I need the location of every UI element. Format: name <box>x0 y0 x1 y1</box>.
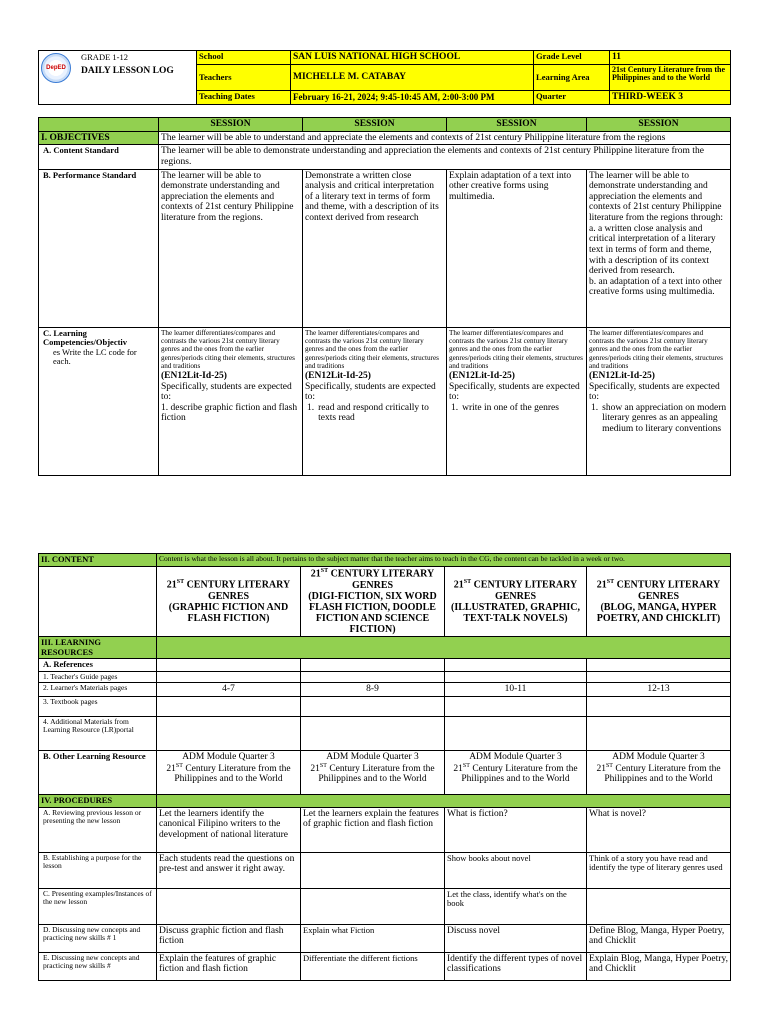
lm-pages-3: 10-11 <box>445 683 587 697</box>
session-blank <box>39 118 159 132</box>
performance-session-1: The learner will be able to demonstrate understanding and appreciation the elements and contexts of 21st century Philippine literature from the regions. <box>159 169 303 327</box>
lm-pages-2: 8-9 <box>301 683 445 697</box>
lc-item-number: 1. <box>451 402 459 413</box>
content-heading: II. CONTENT <box>39 554 157 567</box>
adm-module: ADM Module Quarter 3 <box>326 752 419 763</box>
other-resource-label: B. Other Learning Resource <box>39 751 157 795</box>
proc-c-session-2 <box>301 888 445 924</box>
genres-word: CENTURY LITERARY GENRES <box>184 579 291 602</box>
genres-prefix: 21 <box>166 579 177 591</box>
lc-specific: Specifically, students are expected to: <box>161 381 292 403</box>
proc-d-session-2: Explain what Fiction <box>301 924 445 952</box>
objectives-table <box>38 117 731 476</box>
proc-e-session-3: Identify the different types of novel classifications <box>445 952 587 980</box>
lc-common-text: The learner differentiates/compares and contrasts the various 21st century literary genres and the ones from the earlier genres/periods citing their elements, structures and traditions <box>589 328 723 371</box>
proc-a-session-2: Let the learners explain the features of graphic fiction and flash fiction <box>301 807 445 852</box>
textbook-label: 3. Textbook pages <box>39 697 157 717</box>
grade-line: GRADE 1-12 <box>81 52 128 62</box>
proc-a-session-1: Let the learners identify the canonical Filipino writers to the development of national literature <box>157 807 301 852</box>
proc-a-session-3: What is fiction? <box>445 807 587 852</box>
objectives-heading-text: The learner will be able to understand and appreciate the elements and contexts of 21st century Philippine literature from the regions <box>159 131 731 145</box>
proc-c-session-4 <box>587 888 731 924</box>
proc-e-session-1: Explain the features of graphic fiction and flash fiction <box>157 952 301 980</box>
proc-b-session-4: Think of a story you have read and identify the type of literary genres used <box>587 852 731 888</box>
topic-text: (ILLUSTRATED, GRAPHIC, TEXT-TALK NOVELS) <box>451 601 580 625</box>
proc-b-session-2 <box>301 852 445 888</box>
seal-text: DepED <box>46 64 66 71</box>
procedures-heading-fill <box>157 795 731 808</box>
lc-item-number: 1. <box>591 402 599 413</box>
adm-st: ST <box>605 762 613 769</box>
teachers-guide-label: 1. Teacher's Guide pages <box>39 672 157 683</box>
lc-code: (EN12Lit-Id-25) <box>305 370 371 381</box>
proc-d-session-1: Discuss graphic fiction and flash fiction <box>157 924 301 952</box>
adm-st: ST <box>175 762 183 769</box>
proc-b-label: B. Establishing a purpose for the lesson <box>39 852 157 888</box>
topic-session-2 <box>301 567 445 637</box>
session-header-2: SESSION <box>303 118 447 132</box>
lm-pages-1: 4-7 <box>157 683 301 697</box>
lc-item: read and respond critically to texts read <box>318 402 429 424</box>
lc-label-line1: C. Learning Competencies/Objectiv <box>43 327 128 348</box>
references-label: A. References <box>39 659 157 672</box>
performance-4-b: b. an adaptation of a text into other creative forms using multimedia. <box>589 276 722 298</box>
performance-standard-label: B. Performance Standard <box>39 169 159 327</box>
performance-4-a: a. a written close analysis and critical interpretation of a literary text in terms of form and theme, with a description of its context derived from research. <box>589 223 716 277</box>
proc-d-session-3: Discuss novel <box>445 924 587 952</box>
grade-level-label: Grade Level <box>534 51 610 65</box>
genres-prefix: 21 <box>596 579 607 591</box>
lc-item: 1. describe graphic fiction and flash fiction <box>161 402 298 424</box>
adm-prefix: 21 <box>596 763 606 774</box>
proc-d-session-4: Define Blog, Manga, Hyper Poetry, and Chicklit <box>587 924 731 952</box>
learning-area-value: 21st Century Literature from the Philippines and to the World <box>610 65 731 91</box>
procedures-heading: IV. PROCEDURES <box>39 795 157 808</box>
additional-materials-label: 4. Additional Materials from Learning Resource (LR)portal <box>39 717 157 751</box>
session-header-3: SESSION <box>447 118 587 132</box>
content-table <box>38 553 731 981</box>
lc-specific: Specifically, students are expected to: <box>589 381 720 403</box>
performance-session-3: Explain adaptation of a text into other creative forms using multimedia. <box>447 169 587 327</box>
lc-session-1 <box>159 327 303 475</box>
learning-area-label: Learning Area <box>534 65 610 91</box>
adm-st: ST <box>319 762 327 769</box>
doc-title: DAILY LESSON LOG <box>81 65 174 76</box>
lc-item-number: 1. <box>307 402 315 413</box>
session-header-1: SESSION <box>159 118 303 132</box>
proc-c-session-3: Let the class, identify what's on the book <box>445 888 587 924</box>
content-standard-text: The learner will be able to demonstrate understanding and appreciation the elements and contexts of 21st century Philippine literature from the regions. <box>159 145 731 169</box>
adm-rest: Century Literature from the Philippines and to the World <box>174 763 291 785</box>
header-logo-cell <box>39 51 197 105</box>
deped-seal-icon <box>41 53 71 83</box>
proc-c-label: C. Presenting examples/Instances of the new lesson <box>39 888 157 924</box>
other-resource-3 <box>445 751 587 795</box>
lc-specific: Specifically, students are expected to: <box>305 381 436 403</box>
school-label: School <box>197 51 291 65</box>
adm-rest: Century Literature from the Philippines and to the World <box>604 763 721 785</box>
topic-session-4 <box>587 567 731 637</box>
lc-item: show an appreciation on modern literary genres as an appealing medium to literary conventions <box>602 402 727 435</box>
proc-b-session-1: Each students read the questions on pre-test and answer it right away. <box>157 852 301 888</box>
genres-word: CENTURY LITERARY GENRES <box>328 568 435 591</box>
lc-specific: Specifically, students are expected to: <box>449 381 580 403</box>
topic-session-3 <box>445 567 587 637</box>
lm-pages-4: 12-13 <box>587 683 731 697</box>
other-resource-4 <box>587 751 731 795</box>
proc-c-session-1 <box>157 888 301 924</box>
performance-session-4 <box>587 169 731 327</box>
lc-item: write in one of the genres <box>462 402 559 413</box>
lc-code: (EN12Lit-Id-25) <box>449 370 515 381</box>
topic-text: (DIGI-FICTION, SIX WORD FLASH FICTION, DOODLE FICTION AND SCIENCE FICTION) <box>308 590 437 636</box>
learners-materials-label: 2. Learner's Materials pages <box>39 683 157 697</box>
genres-word: CENTURY LITERARY GENRES <box>471 579 578 602</box>
header-table <box>38 50 731 105</box>
learning-competencies-label <box>39 327 159 475</box>
adm-st: ST <box>462 762 470 769</box>
proc-d-label: D. Discussing new concepts and practicing new skills # 1 <box>39 924 157 952</box>
adm-prefix: 21 <box>453 763 463 774</box>
performance-4-intro: The learner will be able to demonstrate understanding and appreciation the elements and contexts of 21st century Philippine literature from the regions through: <box>589 170 724 223</box>
performance-session-2: Demonstrate a written close analysis and critical interpretation of a literary text in terms of form and theme, with a description of its context derived from research <box>303 169 447 327</box>
content-note: Content is what the lesson is all about. It pertains to the subject matter that the teacher aims to teach in the CG, the content can be tackled in a week or two. <box>157 554 731 567</box>
proc-e-session-4: Explain Blog, Manga, Hyper Poetry, and Chicklit <box>587 952 731 980</box>
genres-prefix: 21 <box>453 579 464 591</box>
lc-common-text: The learner differentiates/compares and contrasts the various 21st century literary genres and the ones from the earlier genres/periods citing their elements, structures and traditions <box>449 328 583 371</box>
adm-module: ADM Module Quarter 3 <box>469 752 562 763</box>
genres-st: ST <box>320 568 329 574</box>
teaching-dates-value: February 16-21, 2024; 9:45-10:45 AM, 2:00-3:00 PM <box>291 91 534 105</box>
objectives-heading: I. OBJECTIVES <box>39 131 159 145</box>
lc-session-3 <box>447 327 587 475</box>
adm-module: ADM Module Quarter 3 <box>612 752 705 763</box>
resources-heading-fill <box>157 637 731 659</box>
lc-session-2 <box>303 327 447 475</box>
adm-rest: Century Literature from the Philippines and to the World <box>461 763 578 785</box>
lc-code: (EN12Lit-Id-25) <box>589 370 655 381</box>
lc-common-text: The learner differentiates/compares and contrasts the various 21st century literary genres and the ones from the earlier genres/periods citing their elements, structures and traditions <box>161 328 295 371</box>
lc-session-4 <box>587 327 731 475</box>
proc-b-session-3: Show books about novel <box>445 852 587 888</box>
proc-e-label: E. Discussing new concepts and practicing new skills # <box>39 952 157 980</box>
proc-e-session-2: Differentiate the different fictions <box>301 952 445 980</box>
other-resource-2 <box>301 751 445 795</box>
genres-prefix: 21 <box>310 568 321 580</box>
genres-st: ST <box>606 579 615 586</box>
teacher-value: MICHELLE M. CATABAY <box>291 65 534 91</box>
adm-rest: Century Literature from the Philippines and to the World <box>318 763 435 785</box>
grade-level-value: 11 <box>610 51 731 65</box>
adm-prefix: 21 <box>310 763 320 774</box>
lc-common-text: The learner differentiates/compares and contrasts the various 21st century literary genres and the ones from the earlier genres/periods citing their elements, structures and traditions <box>305 328 439 371</box>
lc-label-line2: es Write the LC code for each. <box>53 346 137 367</box>
quarter-label: Quarter <box>534 91 610 105</box>
teaching-dates-label: Teaching Dates <box>197 91 291 105</box>
lc-code: (EN12Lit-Id-25) <box>161 370 227 381</box>
topic-text: (GRAPHIC FICTION AND FLASH FICTION) <box>168 601 289 625</box>
topic-text: (BLOG, MANGA, HYPER POETRY, AND CHICKLIT) <box>596 601 721 625</box>
topic-session-1 <box>157 567 301 637</box>
proc-a-session-4: What is novel? <box>587 807 731 852</box>
proc-a-label: A. Reviewing previous lesson or presenting the new lesson <box>39 807 157 852</box>
content-standard-label: A. Content Standard <box>39 145 159 169</box>
genres-st: ST <box>176 579 185 586</box>
adm-prefix: 21 <box>166 763 176 774</box>
school-value: SAN LUIS NATIONAL HIGH SCHOOL <box>291 51 534 65</box>
quarter-value: THIRD-WEEK 3 <box>610 91 731 105</box>
adm-module: ADM Module Quarter 3 <box>182 752 275 763</box>
content-blank <box>39 567 157 637</box>
other-resource-1 <box>157 751 301 795</box>
genres-st: ST <box>463 579 472 586</box>
teachers-label: Teachers <box>197 65 291 91</box>
session-header-4: SESSION <box>587 118 731 132</box>
resources-heading: III. LEARNING RESOURCES <box>39 637 157 659</box>
genres-word: CENTURY LITERARY GENRES <box>614 579 721 602</box>
